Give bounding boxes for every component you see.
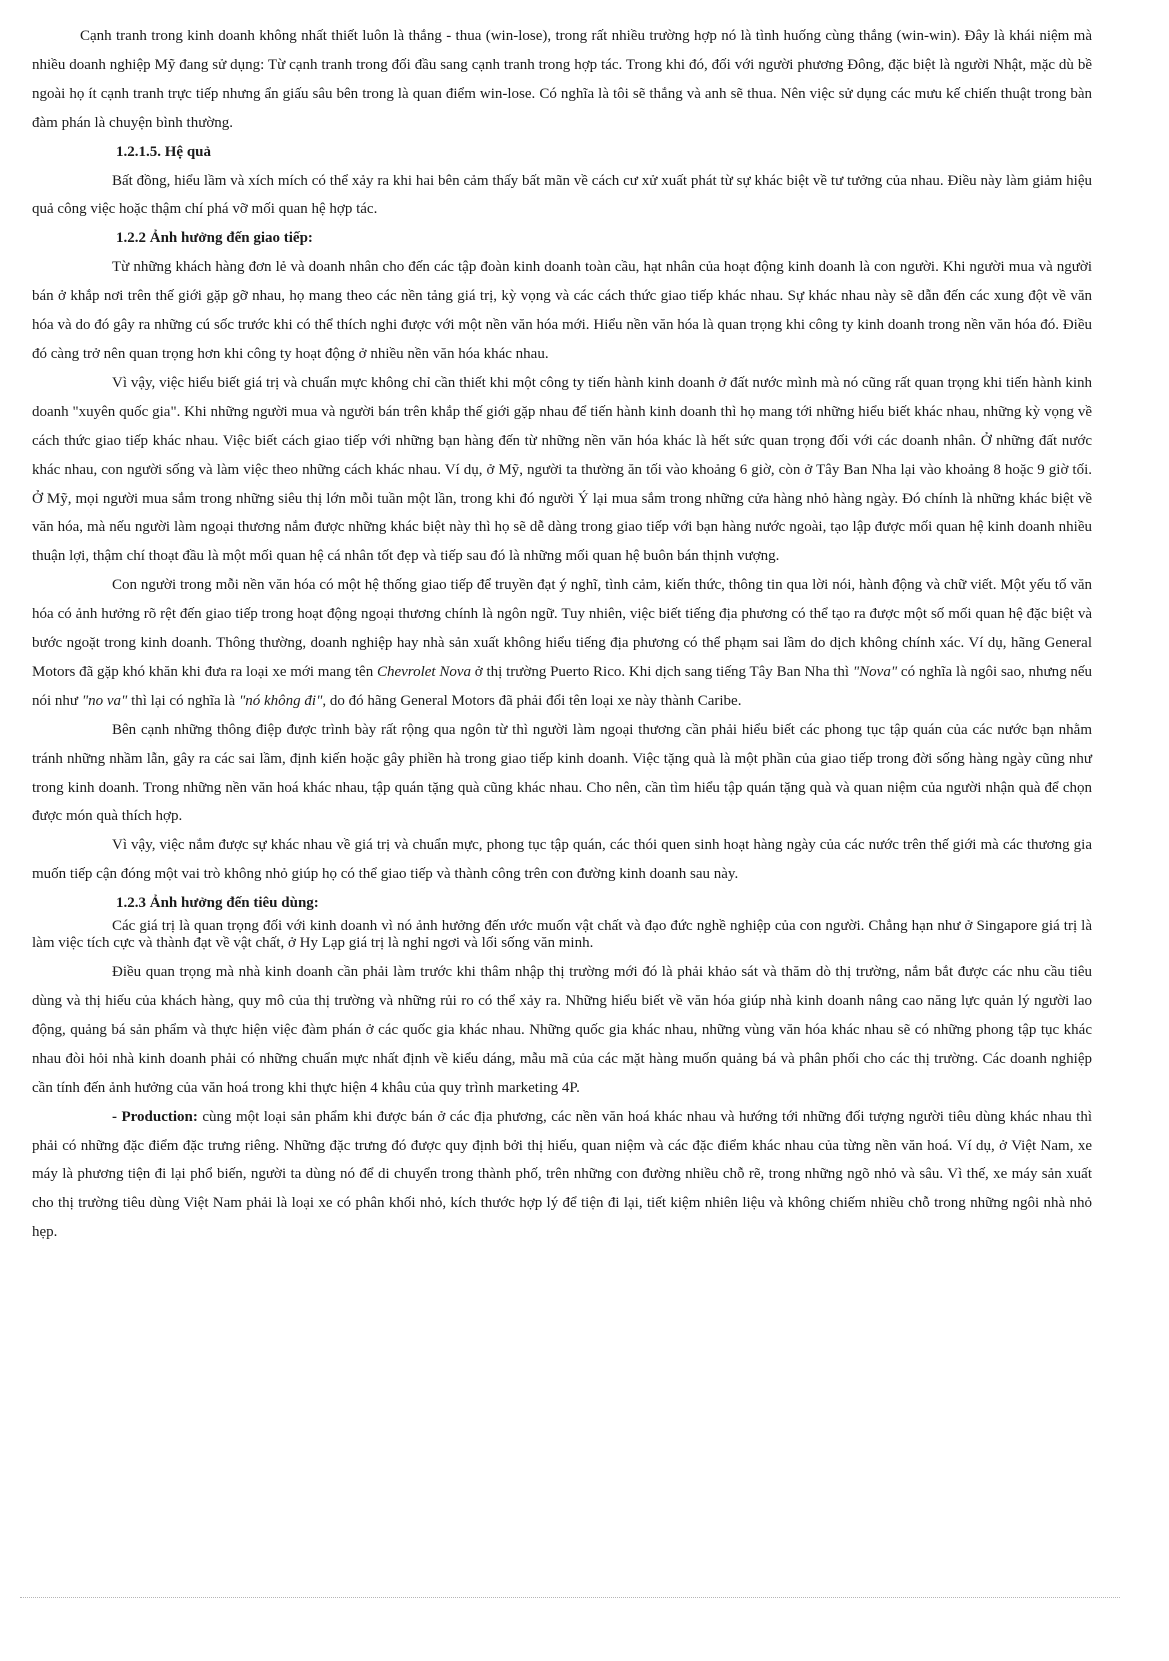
car-model-name: Chevrolet Nova [376,663,472,680]
document-page [32,22,1092,1247]
text-segment: thì lại có nghĩa là [131,692,236,709]
paragraph-cross-border: Vì vậy, việc hiểu biết giá trị và chuẩn mực không chỉ cần thiết khi một công ty tiến hành kinh doanh ở đất nước mình mà nó cũng rất quan trọng khi tiến hành kinh doanh "xuyên quốc gia". Khi những người mua và người bán trên khắp thế giới gặp nhau để tiến hành kinh doanh thì họ mang tới những hiểu biết khác nhau, những kỳ vọng về cách thức giao tiếp khác nhau. Việc biết cách giao tiếp với những bạn hàng đến từ những nền văn hóa khác là hết sức quan trọng đối với các doanh nhân. Ở những đất nước khác nhau, con người sống và làm việc theo những cách khác nhau. Ví dụ, ở Mỹ, người ta thường ăn tối vào khoảng 6 giờ, còn ở Tây Ban Nha lại vào khoảng 8 hoặc 9 giờ tối. Ở Mỹ, mọi người mua sắm trong những siêu thị lớn mỗi tuần một lần, trong khi đó người Ý lại mua sắm trong những cửa hàng nhỏ hàng ngày. Đó chính là những khác biệt về văn hóa, mà nếu người làm ngoại thương nắm được những khác biệt này thì họ sẽ dễ dàng trong giao tiếp với bạn hàng nước ngoài, tạo lập được mối quan hệ kinh doanh nhiều thuận lợi, thậm chí thoạt đầu là một mối quan hệ cá nhân tốt đẹp và tiếp sau đó là những mối quan hệ buôn bán thịnh vượng. [32,374,1092,565]
heading-1-2-1-5: 1.2.1.5. Hệ quả [116,143,212,160]
text-segment: ở thị trường Puerto Rico. Khi dịch sang tiếng Tây Ban Nha thì [474,663,850,680]
text-segment: , do đó hãng General Motors đã phải đổi tên loại xe này thành Caribe. [322,692,742,709]
term-nova: "Nova" [852,663,898,680]
scan-noise-divider [20,1597,1120,1598]
paragraph-values: Các giá trị là quan trọng đối với kinh doanh vì nó ảnh hưởng đến ước muốn vật chất và đạo đức nghề nghiệp của con người. Chẳng hạn như ở Singapore giá trị là làm việc tích cực và thành đạt về vật chất, ở Hy Lạp giá trị là nghỉ ngơi và lối sống văn minh. [32,918,1092,952]
paragraph-production [32,1103,1092,1248]
text-segment: Con người trong mỗi nền văn hóa có một hệ thống giao tiếp để truyền đạt ý nghĩ, tình cảm, kiến thức, thông tin qua lời nói, hành động và chữ viết. Một yếu tố văn hóa có ảnh hưởng rõ rệt đến giao tiếp trong hoạt động ngoại thương chính là ngôn ngữ. Tuy nhiên, việc biết tiếng địa phương có thể tạo ra được một số mối quan hệ đặc biệt và bước ngoặt trong kinh doanh. Thông thường, doanh nghiệp hay nhà sản xuất không hiểu tiếng địa phương có thể phạm sai lầm do dịch không chính xác. Ví dụ, hãng General Motors đã gặp khó khăn khi đưa ra loại xe mới mang tên [32,577,1092,680]
paragraph-market-research: Điều quan trọng mà nhà kinh doanh cần phải làm trước khi thâm nhập thị trường mới đó là phải khảo sát và thăm dò thị trường, nắm bắt được các nhu cầu tiêu dùng và thị hiếu của khách hàng, quy mô của thị trường và những rủi ro có thể xảy ra. Những hiểu biết về văn hóa giúp nhà kinh doanh nâng cao năng lực quản lý người lao động, quảng bá sản phẩm và thực hiện việc đàm phán ở các quốc gia khác nhau. Những quốc gia khác nhau, những vùng văn hóa khác nhau sẽ có những phong tập tục khác nhau đòi hỏi nhà kinh doanh phải có những chuẩn mực nhất định về kiểu dáng, mẫu mã của các mặt hàng muốn quảng bá và phân phối cho các thị trường. Các doanh nghiệp cần tính đến ảnh hưởng của văn hoá trong khi thực hiện 4 khâu của quy trình marketing 4P. [32,964,1092,1096]
production-label: - Production: [112,1108,198,1125]
heading-1-2-3: 1.2.3 Ảnh hưởng đến tiêu dùng: [116,895,319,912]
paragraph-customs-gifts: Bên cạnh những thông điệp được trình bày rất rộng qua ngôn từ thì người làm ngoại thương cần phải hiểu biết các phong tục tập quán của các nước bạn nhằm tránh những nhầm lẫn, gây ra các sai lầm, định kiến hoặc gây phiền hà trong giao tiếp kinh doanh. Việc tặng quà là một phần của giao tiếp trong đời sống hàng ngày cũng như trong kinh doanh. Trong những nền văn hoá khác nhau, tập quán tặng quà cũng khác nhau. Cho nên, cần tìm hiểu tập quán tặng quà và quan niệm của người nhận quà để chọn được món quà thích hợp. [32,721,1092,825]
term-no-va: "no va" [81,692,128,709]
text-segment: cùng một loại sản phẩm khi được bán ở các địa phương, các nền văn hoá khác nhau và hướng tới những đối tượng người tiêu dùng khác nhau thì phải có những đặc điểm đặc trưng riêng. Những đặc trưng đó được quy định bởi thị hiếu, quan niệm và các đặc điểm khác nhau của từng nền văn hoá. Ví dụ, ở Việt Nam, xe máy là phương tiện đi lại phổ biến, người ta dùng nó để di chuyển trong thành phố, trên những con đường nhiều chỗ rẽ, trong những ngõ nhỏ và sâu. Vì thế, xe máy sản xuất cho thị trường tiêu dùng Việt Nam phải là loại xe có phân khối nhỏ, kích thước hợp lý để tiện đi lại, tiết kiệm nhiên liệu và không chiếm nhiều chỗ trong những ngôi nhà nhỏ hẹp. [32,1108,1093,1241]
paragraph-conclusion-communication: Vì vậy, việc nắm được sự khác nhau về giá trị và chuẩn mực, phong tục tập quán, các thói quen sinh hoạt hàng ngày của các nước trên thế giới mà các thương gia muốn tiếp cận đóng một vai trò không nhỏ giúp họ có thể giao tiếp và thành công trên con đường kinh doanh sau này. [32,837,1092,883]
heading-1-2-2: 1.2.2 Ảnh hưởng đến giao tiếp: [116,230,313,247]
paragraph-win-win: Cạnh tranh trong kinh doanh không nhất thiết luôn là thắng - thua (win-lose), trong rất nhiều trường hợp nó là tình huống cùng thắng (win-win). Đây là khái niệm mà nhiều doanh nghiệp Mỹ đang sử dụng: Từ cạnh tranh trong đối đầu sang cạnh tranh trong hợp tác. Trong khi đó, đối với người phương Đông, đặc biệt là người Nhật, mặc dù bề ngoài họ ít cạnh tranh trực tiếp nhưng ẩn giấu sâu bên trong là quan điểm win-lose. Có nghĩa là tôi sẽ thắng và anh sẽ thua. Nên việc sử dụng các mưu kế chiến thuật trong bàn đàm phán là chuyện bình thường. [32,28,1092,131]
text-segment: có nghĩa là ngôi sao, nhưng nếu nói như [32,663,1093,709]
term-meaning: "nó không đi" [238,692,323,709]
paragraph-consequence: Bất đồng, hiểu lầm và xích mích có thể xảy ra khi hai bên cảm thấy bất mãn về cách cư xử xuất phát từ sự khác biệt về tư tưởng của nhau. Điều này làm giảm hiệu quả công việc hoặc thậm chí phá vỡ mối quan hệ hợp tác. [32,172,1092,218]
paragraph-communication-intro: Từ những khách hàng đơn lẻ và doanh nhân cho đến các tập đoàn kinh doanh toàn cầu, hạt nhân của hoạt động kinh doanh là con người. Khi người mua và người bán ở khắp nơi trên thế giới gặp gỡ nhau, họ mang theo các nền tảng giá trị, kỳ vọng và các cách thức giao tiếp khác nhau. Sự khác nhau này sẽ dẫn đến các xung đột về văn hóa và do đó gây ra những cú sốc trước khi có thể thích nghi được với một nền văn hóa mới. Hiểu nền văn hóa là quan trọng khi công ty kinh doanh trong nền văn hóa đó. Điều đó càng trở nên quan trọng hơn khi công ty hoạt động ở nhiều nền văn hóa khác nhau. [32,259,1092,362]
paragraph-language-example [32,571,1092,716]
